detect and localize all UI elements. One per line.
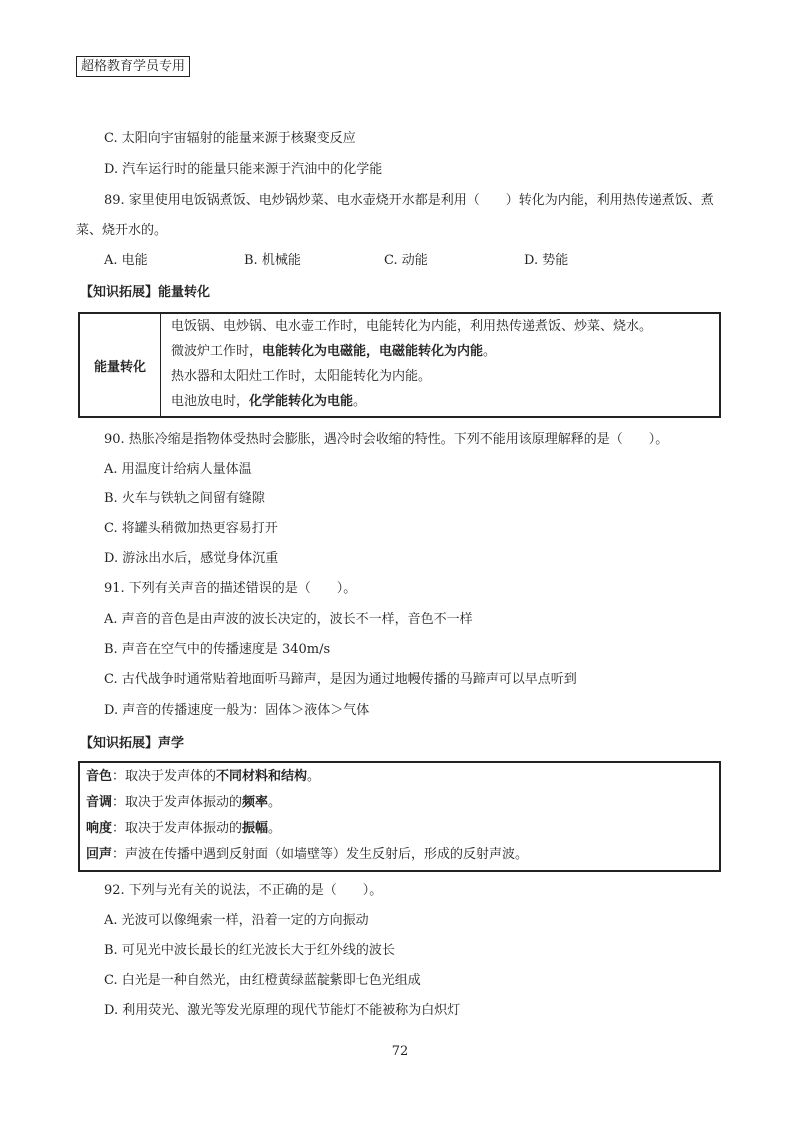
- q92-stem: 92. 下列与光有关的说法，不正确的是（ ）。: [104, 883, 383, 898]
- energy-row-2: 微波炉工作时，电能转化为电磁能，电磁能转化为内能。: [171, 344, 497, 359]
- q90-option-d: D. 游泳出水后，感觉身体沉重: [104, 551, 279, 566]
- knowledge-ext-acoustics-title: 【知识拓展】声学: [80, 736, 185, 751]
- acoustics-table: [78, 761, 721, 872]
- q89-option-b: B. 机械能: [244, 253, 301, 268]
- q89-stem-line1: 89. 家里使用电饭锅煮饭、电炒锅炒菜、电水壶烧开水都是利用（ ）转化为内能，利用热传递煮饭、煮: [104, 193, 714, 208]
- q91-option-d: D. 声音的传播速度一般为：固体＞液体＞气体: [104, 703, 370, 718]
- q90-option-a: A. 用温度计给病人量体温: [104, 462, 252, 477]
- q92-option-b: B. 可见光中波长最长的红光波长大于红外线的波长: [104, 943, 395, 958]
- energy-row-4: 电池放电时，化学能转化为电能。: [171, 394, 367, 409]
- knowledge-ext-energy-title: 【知识拓展】能量转化: [80, 285, 211, 300]
- q89-option-d: D. 势能: [524, 253, 569, 268]
- q92-option-c: C. 白光是一种自然光，由红橙黄绿蓝靛紫即七色光组成: [104, 973, 421, 988]
- q89-option-c: C. 动能: [384, 253, 428, 268]
- page-number: 72: [391, 1044, 409, 1059]
- q91-stem: 91. 下列有关声音的描述错误的是（ ）。: [104, 581, 357, 596]
- q91-option-c: C. 古代战争时通常贴着地面听马蹄声，是因为通过地幔传播的马蹄声可以早点听到: [104, 672, 577, 687]
- q88-option-c: C. 太阳向宇宙辐射的能量来源于核聚变反应: [104, 131, 356, 146]
- energy-table-label: 能量转化: [80, 314, 161, 416]
- energy-row-3: 热水器和太阳灶工作时，太阳能转化为内能。: [171, 369, 432, 384]
- q92-option-a: A. 光波可以像绳索一样，沿着一定的方向振动: [104, 913, 369, 928]
- q90-option-b: B. 火车与铁轨之间留有缝隙: [104, 491, 265, 506]
- q90-stem: 90. 热胀冷缩是指物体受热时会膨胀，遇冷时会收缩的特性。下列不能用该原理解释的是（ ）。: [104, 432, 669, 447]
- acoustics-row-loudness: 响度：取决于发声体振动的振幅。: [86, 821, 282, 836]
- energy-row-1: 电饭锅、电炒锅、电水壶工作时，电能转化为内能，利用热传递煮饭、炒菜、烧水。: [171, 319, 653, 334]
- acoustics-row-pitch: 音调：取决于发声体振动的频率。: [86, 795, 282, 810]
- q88-option-d: D. 汽车运行时的能量只能来源于汽油中的化学能: [104, 162, 383, 177]
- q89-options: [104, 252, 664, 270]
- energy-conversion-table: [78, 312, 721, 418]
- header-label: 超格教育学员专用: [76, 56, 190, 77]
- q90-option-c: C. 将罐头稍微加热更容易打开: [104, 521, 278, 536]
- energy-table-content: [161, 314, 719, 416]
- q89-stem-line2: 菜、烧开水的。: [76, 223, 168, 238]
- q92-option-d: D. 利用荧光、激光等发光原理的现代节能灯不能被称为白炽灯: [104, 1003, 461, 1018]
- acoustics-row-echo: 回声：声波在传播中遇到反射面（如墙壁等）发生反射后，形成的反射声波。: [86, 847, 529, 862]
- q91-option-a: A. 声音的音色是由声波的波长决定的，波长不一样，音色不一样: [104, 612, 473, 627]
- q91-option-b: B. 声音在空气中的传播速度是 340m/s: [104, 642, 331, 657]
- q89-option-a: A. 电能: [104, 253, 148, 268]
- acoustics-row-timbre: 音色：取决于发声体的不同材料和结构。: [86, 769, 321, 784]
